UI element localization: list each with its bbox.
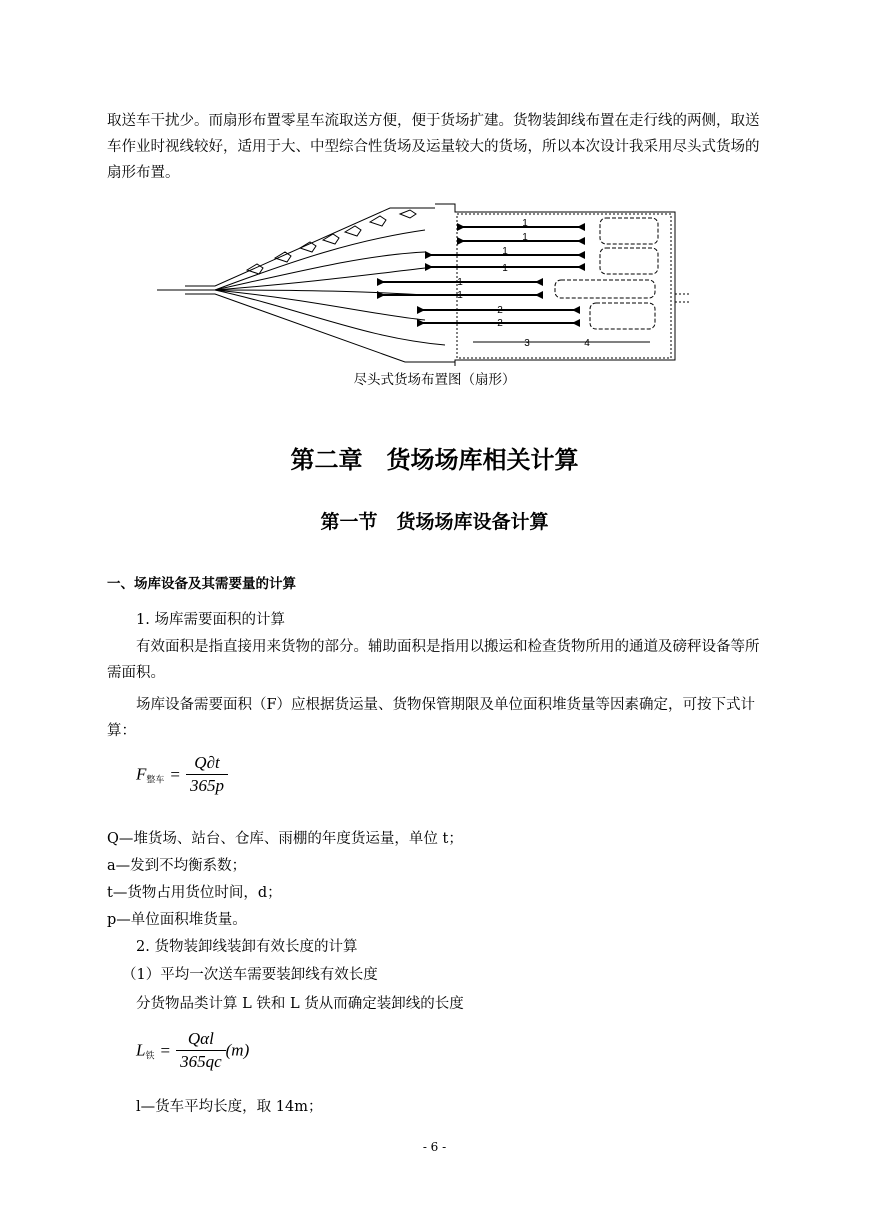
formula-length: $L_铁$ = $\frac{\text{Qαl}}{365qc}$ (m) [136,1029,250,1071]
formula-area: $F_{整车}$ = $\frac{Q\partial t}{365p}$ [136,752,228,797]
figure-caption: 尽头式货场布置图（扇形） [353,372,516,388]
track-label: 1 [502,263,508,274]
para-length: 分货物品类计算 L 铁和 L 货从而确定装卸线的长度 [136,996,464,1012]
def-p: p—单位面积堆货量。 [107,912,247,928]
track-label: 4 [584,338,590,349]
intro-paragraph: 取送车干扰少。而扇形布置零星车流取送方便，便于货场扩建。货物装卸线布置在走行线的两侧，取送车作业时视线较好，适用于大、中型综合性货场及运量较大的货场，所以本次设计我采用尽头式货场的扇形布置。 [107,113,760,181]
def-q: Q—堆货场、站台、仓库、雨棚的年度货运量，单位 t； [107,831,463,847]
page-number: - 6 - [422,1140,447,1154]
track-label: 2 [497,305,503,316]
track-label: 1 [522,218,528,229]
track-label: 1 [502,246,508,257]
fan-layout-diagram [155,200,690,368]
def-a: a—发到不均衡系数； [107,858,247,874]
para-area-formula: 场库设备需要面积（F）应根据货运量、货物保管期限及单位面积堆货量等因素确定，可按下式计算： [107,697,756,739]
def-t: t—货物占用货位时间，d； [107,885,282,901]
item-1: 1. 场库需要面积的计算 [136,612,285,628]
track-label: 3 [524,338,530,349]
item-2-1: （1）平均一次送车需要装卸线有效长度 [122,967,378,983]
item-2: 2. 货物装卸线装卸有效长度的计算 [136,939,358,955]
para-effective-area: 有效面积是指直接用来货物的部分。辅助面积是指用以搬运和检查货物所用的通道及磅秤设备等所需面积。 [107,639,760,681]
heading-1: 一、场库设备及其需要量的计算 [107,576,296,592]
chapter-title: 第二章 货场场库相关计算 [290,446,579,474]
def-l: l—货车平均长度，取 14m； [136,1099,323,1115]
track-label: 1 [522,232,528,243]
track-label: 2 [497,318,503,329]
track-label: 1 [457,277,463,288]
track-label: 1 [457,290,463,301]
freight-yard-layout-figure [155,200,690,368]
section-title: 第一节 货场场库设备计算 [320,511,549,533]
